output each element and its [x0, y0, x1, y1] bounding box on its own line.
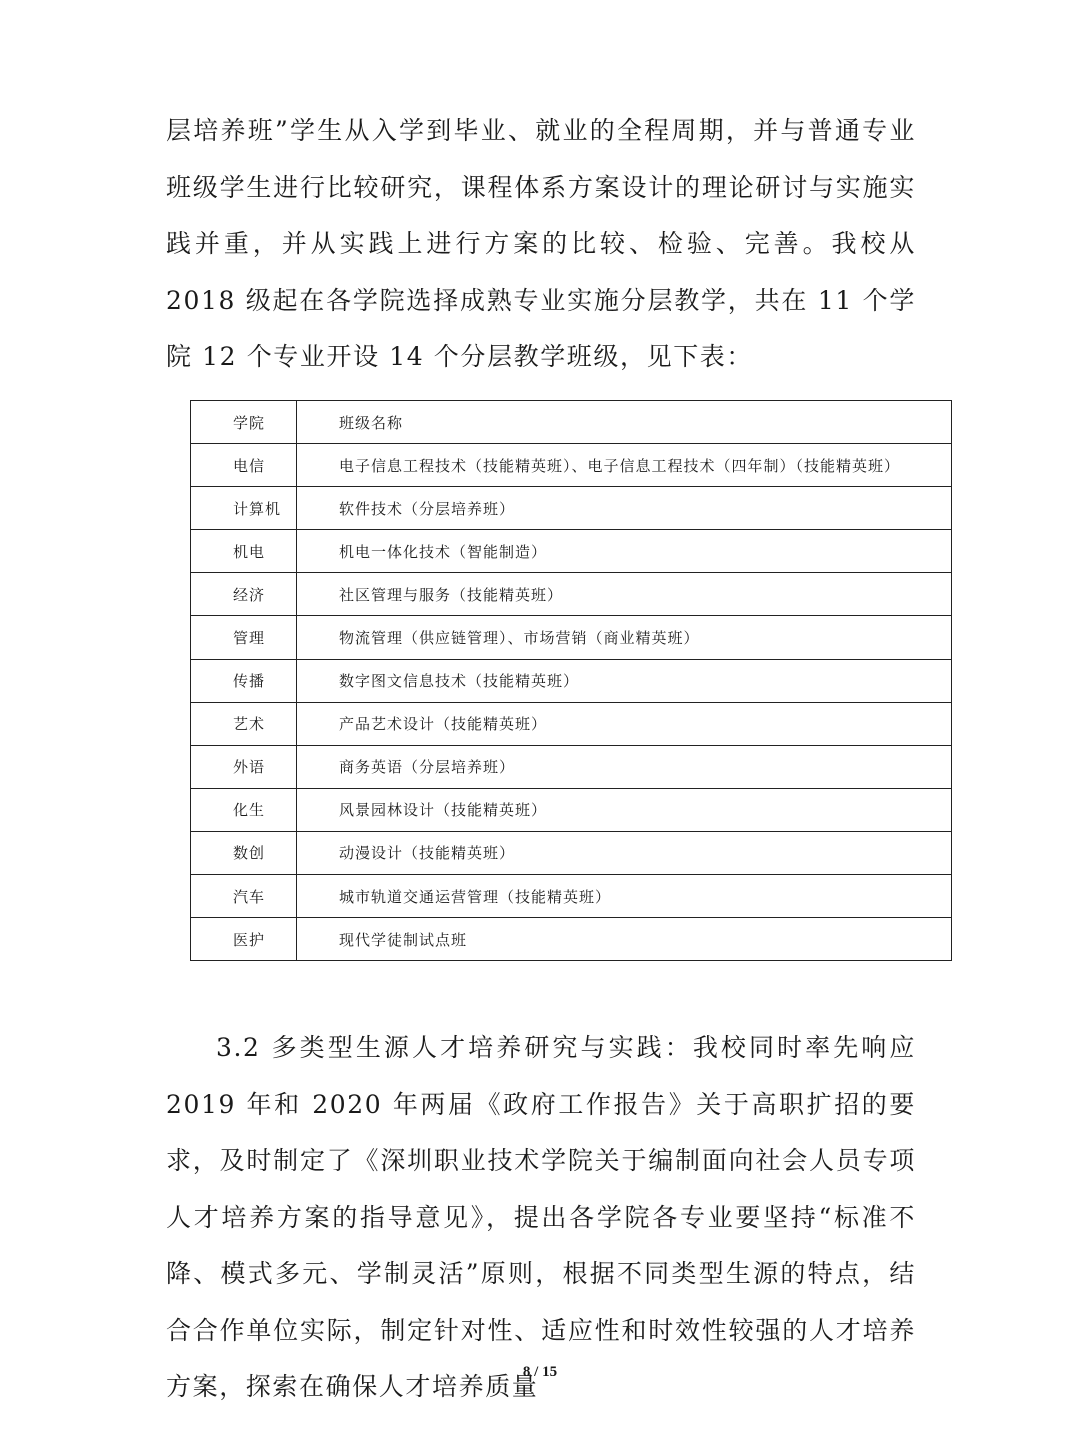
class-name-cell: 物流管理（供应链管理）、市场营销（商业精英班）	[297, 616, 952, 659]
department-cell: 传播	[191, 659, 297, 702]
department-cell: 汽车	[191, 875, 297, 918]
department-cell: 机电	[191, 530, 297, 573]
table-row	[191, 573, 952, 616]
class-name-cell: 数字图文信息技术（技能精英班）	[297, 659, 952, 702]
body-paragraph-bottom-text: 3.2 多类型生源人才培养研究与实践：我校同时率先响应 2019 年和 2020 年两届《政府工作报告》关于高职扩招的要求，及时制定了《深圳职业技术学院关于编制面向社会人员专项人才培养方案的指导意见》，提出各学院各专业要坚持“标准不降、模式多元、学制灵活”原则，根据不同类型生源的特点，结合合作单位实际，制定针对性、适应性和时效性较强的人才培养方案，探索在确保人才培养质量	[166, 1033, 916, 1401]
class-name-cell: 电子信息工程技术（技能精英班）、电子信息工程技术（四年制）（技能精英班）	[297, 444, 952, 487]
class-name-cell: 产品艺术设计（技能精英班）	[297, 702, 952, 745]
department-class-table	[190, 400, 952, 961]
table-row	[191, 831, 952, 874]
table-row	[191, 702, 952, 745]
class-name-cell: 城市轨道交通运营管理（技能精英班）	[297, 875, 952, 918]
department-cell: 艺术	[191, 702, 297, 745]
class-name-cell: 风景园林设计（技能精英班）	[297, 788, 952, 831]
table-row	[191, 745, 952, 788]
table-header-row	[191, 401, 952, 444]
department-cell: 医护	[191, 918, 297, 961]
table-header-cell: 学院	[191, 401, 297, 444]
department-cell: 数创	[191, 831, 297, 874]
body-paragraph-bottom	[166, 1020, 916, 1416]
class-name-cell: 软件技术（分层培养班）	[297, 487, 952, 530]
table-header-cell: 班级名称	[297, 401, 952, 444]
table-row	[191, 918, 952, 961]
class-name-cell: 动漫设计（技能精英班）	[297, 831, 952, 874]
body-paragraph-top: 层培养班”学生从入学到毕业、就业的全程周期，并与普通专业班级学生进行比较研究，课程体系方案设计的理论研讨与实施实践并重，并从实践上进行方案的比较、检验、完善。我校从 2018 级起在各学院选择成熟专业实施分层教学，共在 11 个学院 12 个专业开设 14 个分层教学班级，见下表：	[166, 116, 916, 371]
page-number: 8 / 15	[522, 1364, 558, 1380]
department-cell: 电信	[191, 444, 297, 487]
table-row	[191, 530, 952, 573]
table-row	[191, 444, 952, 487]
department-cell: 化生	[191, 788, 297, 831]
table-row	[191, 487, 952, 530]
class-name-cell: 现代学徒制试点班	[297, 918, 952, 961]
table-row	[191, 659, 952, 702]
table-row	[191, 788, 952, 831]
table-row	[191, 875, 952, 918]
class-name-cell: 机电一体化技术（智能制造）	[297, 530, 952, 573]
class-name-cell: 商务英语（分层培养班）	[297, 745, 952, 788]
class-name-cell: 社区管理与服务（技能精英班）	[297, 573, 952, 616]
department-cell: 计算机	[191, 487, 297, 530]
department-cell: 管理	[191, 616, 297, 659]
department-cell: 外语	[191, 745, 297, 788]
table-row	[191, 616, 952, 659]
department-cell: 经济	[191, 573, 297, 616]
